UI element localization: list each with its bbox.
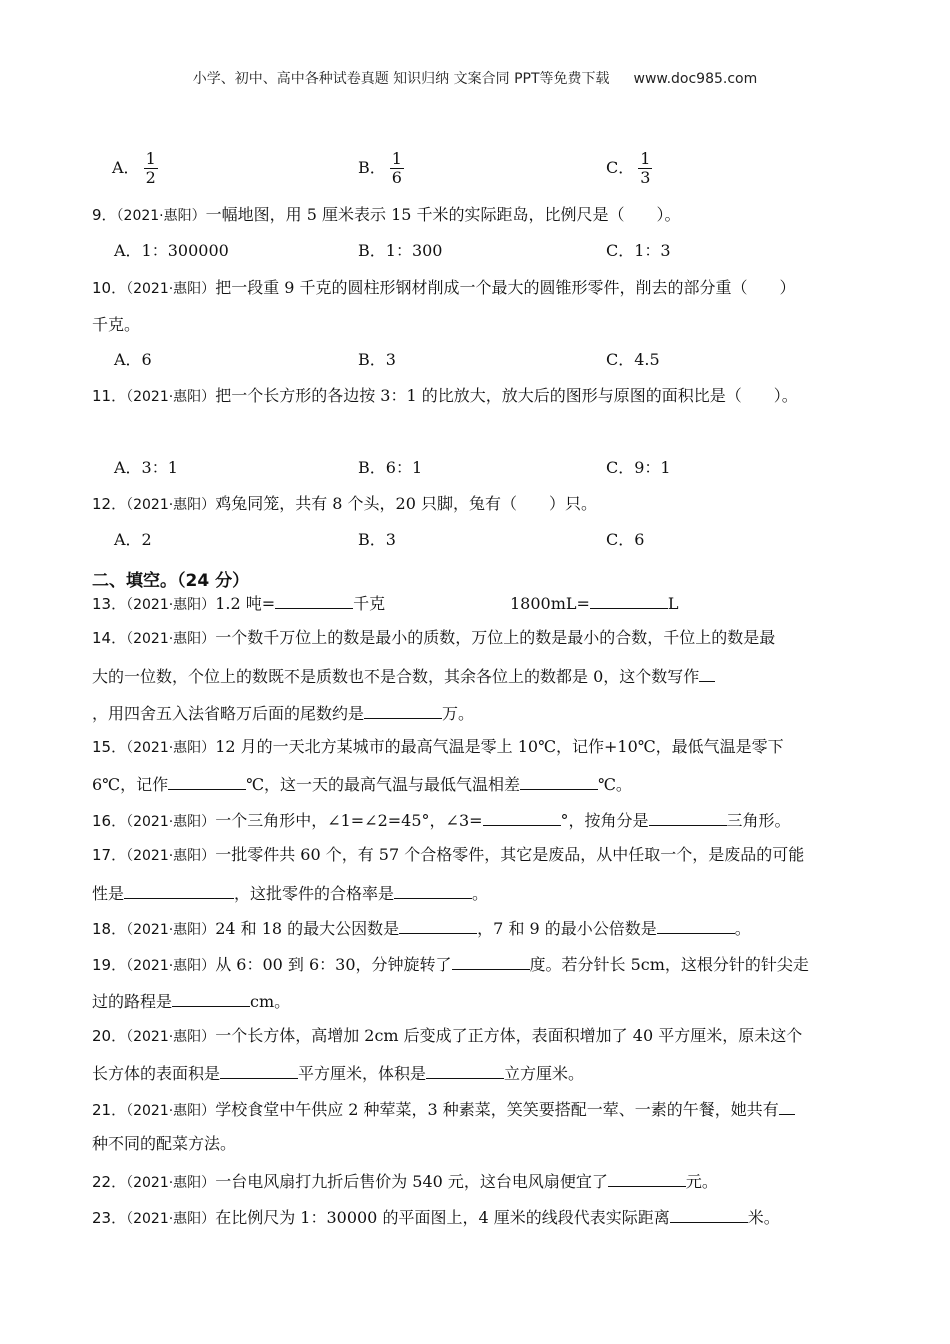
answer-blank[interactable]: [483, 809, 561, 826]
question-number: 22．: [92, 1173, 127, 1191]
answer-blank[interactable]: [172, 990, 250, 1007]
question-source: （2021·惠阳）: [126, 1029, 216, 1045]
answer-blank[interactable]: [426, 1062, 504, 1079]
numerator: 1: [391, 149, 402, 168]
q8-option-c: [606, 150, 652, 187]
question-number: 17．: [92, 846, 127, 864]
question-text: 把一个长方形的各边按 3：1 的比放大，放大后的图形与原图的面积比是（ ）。: [215, 386, 798, 405]
question-17: [92, 845, 804, 866]
question-text: cm。: [250, 992, 291, 1011]
q12-option-b: B．3: [358, 530, 396, 549]
question-text: ，这批零件的合格率是: [234, 884, 395, 903]
q10-option-b: B．3: [358, 350, 396, 369]
option-label: A．: [112, 158, 140, 177]
answer-blank[interactable]: [520, 773, 598, 790]
question-text: 从 6：00 到 6：30，分钟旋转了: [215, 955, 452, 974]
question-number: 16．: [92, 812, 127, 830]
question-text: 一批零件共 60 个，有 57 个合格零件，其它是废品，从中任取一个，是废品的可能: [215, 845, 805, 864]
q12-option-a: A．2: [114, 530, 152, 549]
question-source: （2021·惠阳）: [126, 497, 216, 513]
question-text: L: [667, 594, 679, 613]
q9-option-a: A．1：300000: [114, 241, 229, 260]
answer-blank[interactable]: [779, 1098, 795, 1115]
question-text: 元。: [685, 1172, 718, 1191]
question-text: 。: [734, 919, 751, 938]
fraction: [638, 150, 652, 187]
question-source: （2021·惠阳）: [126, 597, 216, 613]
header-text: 小学、初中、高中各种试卷真题 知识归纳 文案合同 PPT等免费下载: [192, 71, 610, 87]
fraction: [390, 150, 404, 187]
question-20-line2: [92, 1062, 584, 1084]
answer-blank[interactable]: [670, 1206, 748, 1223]
question-number: 18．: [92, 920, 127, 938]
question-19: [92, 953, 809, 976]
fraction: [144, 150, 158, 187]
question-text: 鸡兔同笼，共有 8 个头，20 只脚，兔有（ ）只。: [215, 494, 597, 513]
answer-blank[interactable]: [275, 592, 353, 609]
numerator: 1: [145, 149, 156, 168]
question-text: ，用四舍五入法省略万后面的尾数约是: [92, 704, 365, 723]
question-source: （2021·惠阳）: [116, 208, 206, 224]
q11-option-a: A．3：1: [114, 458, 178, 477]
question-text: 把一段重 9 千克的圆柱形钢材削成一个最大的圆锥形零件，削去的部分重（ ）: [215, 278, 796, 297]
question-number: 21．: [92, 1101, 127, 1119]
question-text: 6℃，记作: [92, 775, 169, 794]
answer-blank[interactable]: [699, 665, 715, 682]
question-13: [92, 592, 385, 615]
numerator: 1: [640, 149, 651, 168]
question-text: 过的路程是: [92, 992, 173, 1011]
question-source: （2021·惠阳）: [126, 922, 216, 938]
question-14-line2: [92, 665, 715, 687]
question-text: 在比例尺为 1：30000 的平面图上，4 厘米的线段代表实际距离: [215, 1208, 670, 1227]
q8-option-b: [358, 150, 404, 187]
question-21: [92, 1098, 795, 1121]
question-13-part2: [510, 592, 679, 614]
question-source: （2021·惠阳）: [126, 740, 216, 756]
question-number: 9．: [92, 206, 117, 224]
denominator: 3: [640, 168, 651, 187]
question-text: 学校食堂中午供应 2 种荤菜，3 种素菜，笑笑要搭配一荤、一素的午餐，她共有: [215, 1100, 779, 1119]
answer-blank[interactable]: [649, 809, 727, 826]
question-text: °，按角分是: [560, 811, 649, 830]
question-number: 23．: [92, 1209, 127, 1227]
answer-blank[interactable]: [608, 1170, 686, 1187]
question-number: 11．: [92, 387, 127, 405]
answer-blank[interactable]: [124, 882, 234, 899]
question-10: [92, 278, 796, 299]
question-text: ℃，这一天的最高气温与最低气温相差: [246, 775, 520, 794]
question-text: 1.2 吨=: [215, 594, 276, 613]
header-site: www.doc985.com: [633, 71, 758, 87]
question-source: （2021·惠阳）: [126, 631, 216, 647]
question-text: 1800mL=: [510, 594, 590, 613]
question-text: 长方体的表面积是: [92, 1064, 221, 1083]
question-source: （2021·惠阳）: [126, 958, 216, 974]
section-title: 二、填空。（24 分）: [92, 571, 250, 591]
question-number: 12．: [92, 495, 127, 513]
question-number: 15．: [92, 738, 127, 756]
question-text: 性是: [92, 884, 125, 903]
answer-blank[interactable]: [657, 917, 735, 934]
answer-blank[interactable]: [394, 882, 472, 899]
question-22: [92, 1170, 718, 1193]
question-21-line2: 种不同的配菜方法。: [92, 1134, 237, 1153]
question-12: [92, 494, 597, 515]
answer-blank[interactable]: [364, 702, 442, 719]
question-source: （2021·惠阳）: [126, 1103, 216, 1119]
q9-option-b: B．1：300: [358, 241, 443, 260]
denominator: 6: [391, 168, 402, 187]
question-text: 一台电风扇打九折后售价为 540 元，这台电风扇便宜了: [215, 1172, 608, 1191]
question-source: （2021·惠阳）: [126, 814, 216, 830]
question-text: 米。: [747, 1208, 780, 1227]
question-11: [92, 386, 798, 407]
question-text: 千克: [353, 594, 386, 613]
question-text: 平方厘米，体积是: [298, 1064, 427, 1083]
question-text: 一个三角形中，∠1=∠2=45°，∠3=: [215, 811, 483, 830]
question-text: 一个数千万位上的数是最小的质数，万位上的数是最小的合数，千位上的数是最: [215, 628, 776, 647]
q12-option-c: C．6: [606, 530, 645, 549]
question-source: （2021·惠阳）: [126, 281, 216, 297]
question-19-line2: [92, 990, 290, 1012]
question-text: 24 和 18 的最大公因数是: [215, 919, 400, 938]
question-text: 立方厘米。: [504, 1064, 585, 1083]
question-text: 12 月的一天北方某城市的最高气温是零上 10℃，记作+10℃，最低气温是零下: [215, 737, 784, 756]
question-text: ，7 和 9 的最小公倍数是: [477, 919, 657, 938]
question-9: [92, 205, 681, 226]
question-text: 。: [472, 884, 489, 903]
question-14: [92, 628, 775, 649]
question-source: （2021·惠阳）: [126, 848, 216, 864]
question-text: 一幅地图，用 5 厘米表示 15 千米的实际距岛，比例尺是（ ）。: [205, 205, 681, 224]
question-text: ℃。: [598, 775, 632, 794]
question-20: [92, 1026, 802, 1047]
question-number: 19．: [92, 956, 127, 974]
q11-option-c: C．9：1: [606, 458, 671, 477]
question-text: 万。: [442, 704, 475, 723]
q9-option-c: C．1：3: [606, 241, 671, 260]
question-source: （2021·惠阳）: [126, 1211, 216, 1227]
answer-blank[interactable]: [590, 592, 668, 609]
question-number: 13．: [92, 595, 127, 613]
question-15-line2: [92, 773, 632, 795]
question-source: （2021·惠阳）: [126, 389, 216, 405]
answer-blank[interactable]: [168, 773, 246, 790]
question-number: 20．: [92, 1027, 127, 1045]
q8-option-a: [112, 150, 158, 187]
answer-blank[interactable]: [452, 953, 530, 970]
question-23: [92, 1206, 780, 1229]
question-text: 大的一位数，个位上的数既不是质数也不是合数，其余各位上的数都是 0，这个数写作: [92, 667, 700, 686]
denominator: 2: [145, 168, 156, 187]
question-number: 14．: [92, 629, 127, 647]
question-10-line2: 千克。: [92, 315, 141, 334]
question-text: 三角形。: [726, 811, 791, 830]
question-16: [92, 809, 791, 832]
question-18: [92, 917, 751, 940]
answer-blank[interactable]: [220, 1062, 298, 1079]
question-text: 度。若分针长 5cm，这根分针的针尖走: [529, 955, 809, 974]
page-header: [0, 68, 950, 88]
q11-option-b: B．6：1: [358, 458, 423, 477]
question-number: 10．: [92, 279, 127, 297]
q10-option-c: C．4.5: [606, 350, 660, 369]
question-source: （2021·惠阳）: [126, 1175, 216, 1191]
question-15: [92, 737, 784, 758]
question-text: 一个长方体，高增加 2cm 后变成了正方体，表面积增加了 40 平方厘米，原未这个: [215, 1026, 803, 1045]
option-label: C．: [606, 158, 635, 177]
q10-option-a: A．6: [114, 350, 152, 369]
question-17-line2: [92, 882, 488, 904]
option-label: B．: [358, 158, 386, 177]
question-14-line3: [92, 702, 474, 724]
answer-blank[interactable]: [399, 917, 477, 934]
